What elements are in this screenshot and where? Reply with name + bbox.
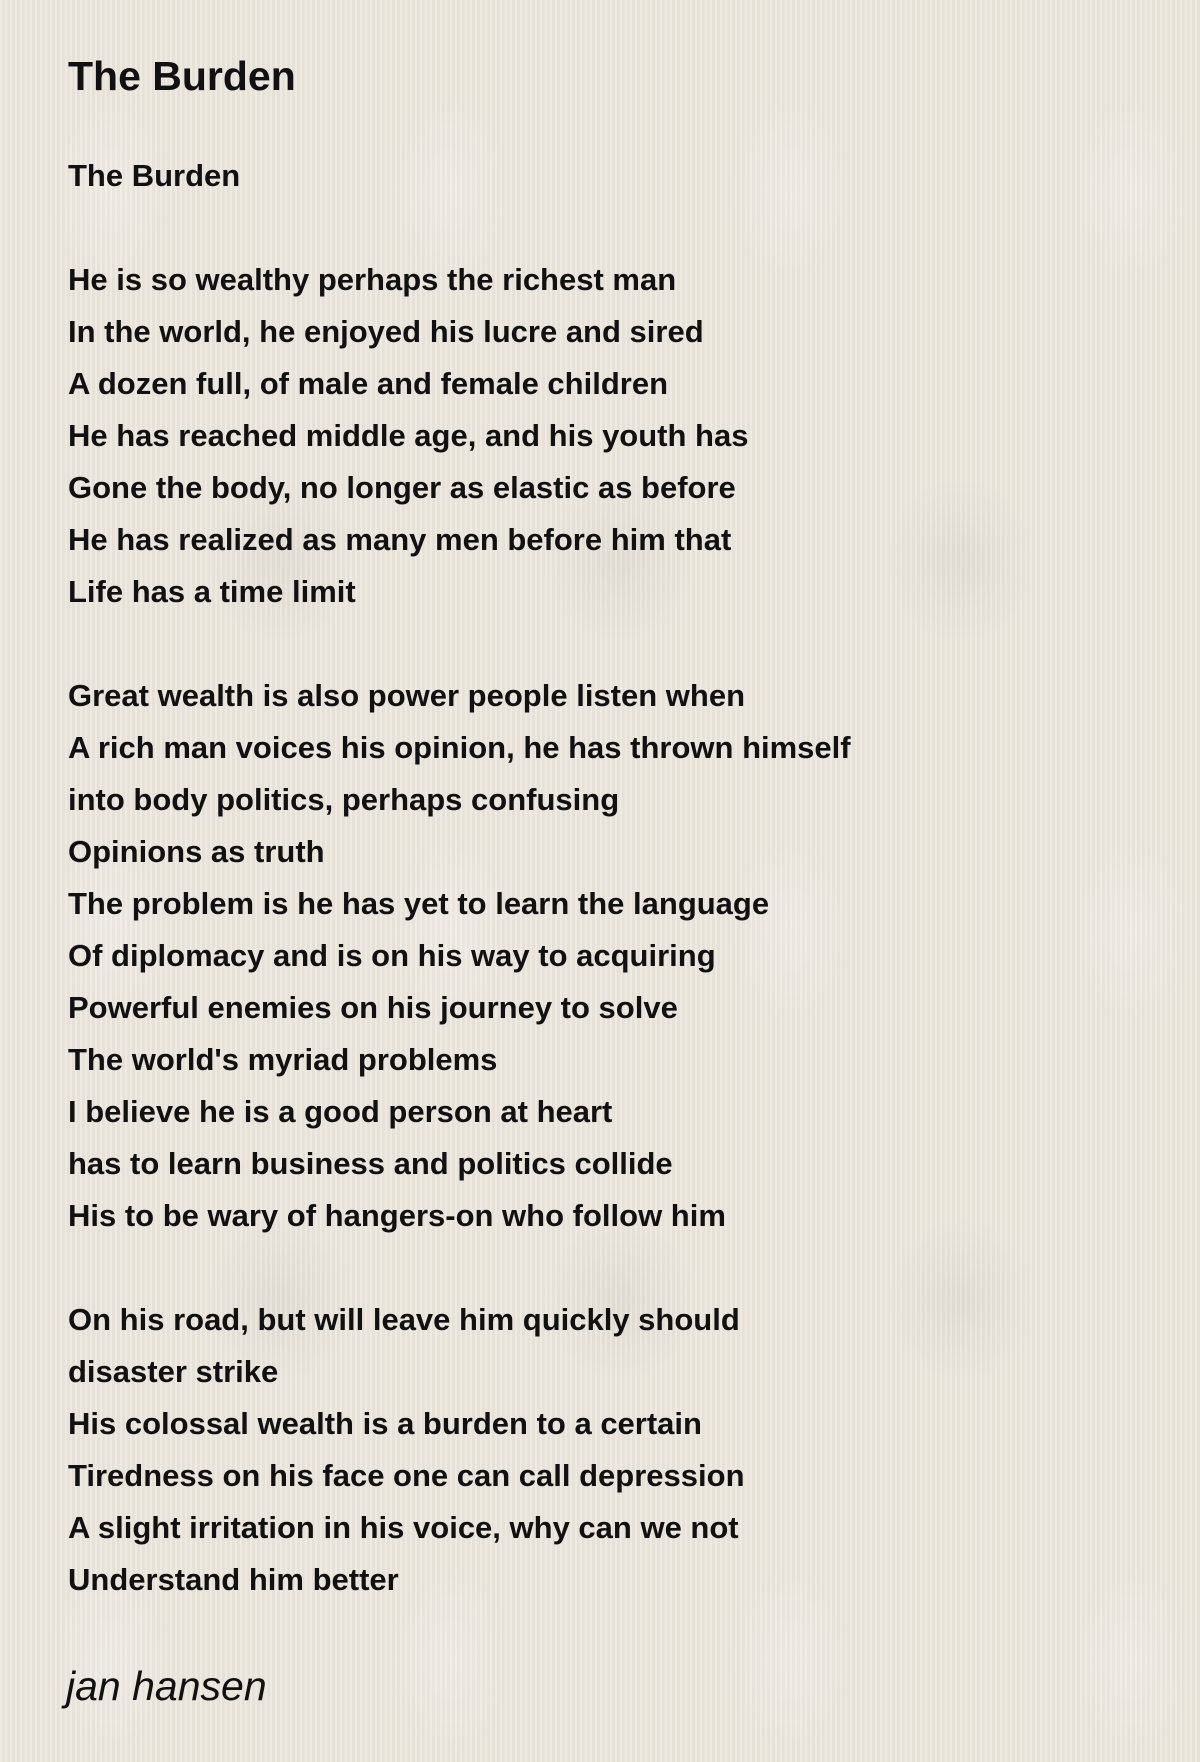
poem-line: His to be wary of hangers-on who follow him [68,1198,726,1233]
poem-line: into body politics, perhaps confusing [68,782,620,817]
poem-line: Opinions as truth [68,834,325,869]
poem-line: A rich man voices his opinion, he has thrown himself [68,730,851,765]
stanza-2 [68,670,1148,1242]
poem-line: Understand him better [68,1562,399,1597]
stanza-3 [68,1294,1148,1606]
poem-line: The problem is he has yet to learn the language [68,886,770,921]
poem-line: A slight irritation in his voice, why can we not [68,1510,739,1545]
poem-line: In the world, he enjoyed his lucre and sired [68,314,704,349]
poem-line: Of diplomacy and is on his way to acquiring [68,938,716,973]
poem-line: Gone the body, no longer as elastic as before [68,470,736,505]
poem-line: Powerful enemies on his journey to solve [68,990,678,1025]
poem-line: disaster strike [68,1354,279,1389]
poem-line: His colossal wealth is a burden to a certain [68,1406,702,1441]
poem-line: He has reached middle age, and his youth has [68,418,749,453]
stanza-1 [68,254,1148,618]
poem-line: He is so wealthy perhaps the richest man [68,262,677,297]
poem-title: The Burden [68,53,296,99]
poem-line: Life has a time limit [68,574,356,609]
poem-line: He has realized as many men before him that [68,522,732,557]
poem-author: jan hansen [66,1663,267,1709]
poem-line: has to learn business and politics collide [68,1146,673,1181]
poem-line: I believe he is a good person at heart [68,1094,613,1129]
poem-line: A dozen full, of male and female children [68,366,669,401]
poem-line: On his road, but will leave him quickly should [68,1302,740,1337]
poem-line: Tiredness on his face one can call depression [68,1458,745,1493]
poem-body [68,150,1148,1606]
poem-heading: The Burden [68,158,241,193]
poem-line: The world's myriad problems [68,1042,498,1077]
poem-line: Great wealth is also power people listen when [68,678,746,713]
